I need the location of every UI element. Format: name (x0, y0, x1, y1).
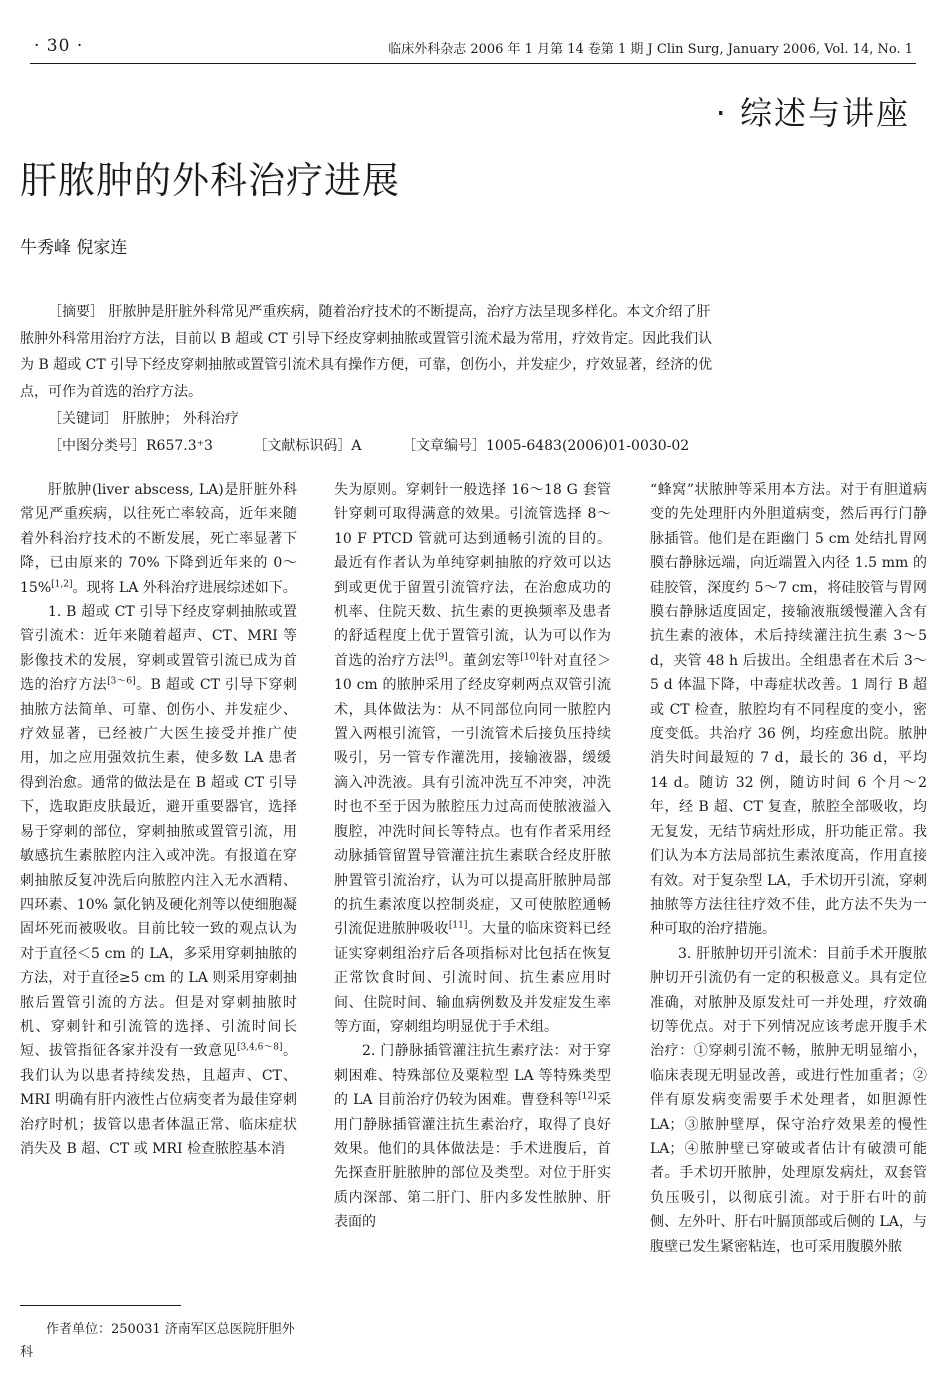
text-column-2 (334, 478, 611, 1235)
section-2-text: 2. 门静脉插管灌注抗生素疗法：对于穿刺困难、特殊部位及粟粒型 LA 等特殊类型的 LA 目前治疗仍较为困难。曹登科等 (334, 1043, 611, 1109)
footnote-rule (20, 1305, 181, 1306)
col2-text: 失为原则。穿刺针一般选择 16～18 G 套管针穿刺可取得满意的效果。引流管选择 8～10 F PTCD 管就可达到通畅引流的目的。最近有作者认为单纯穿刺抽脓的疗效可以达到或更优于留置引流管疗法，在治愈成功的机率、住院天数、抗生素的更换频率及患者的舒适程度上优于置管引流，认为可以作为首选的治疗方法 (334, 482, 611, 669)
text-column-3 (650, 478, 927, 1259)
section-1-text-3: 。我们认为以患者持续发热，且超声、CT、MRI 明确有肝内液性占位病变者为最佳穿刺治疗时机；拔管以患者体温正常、临床症状消失及 B 超、CT 或 MRI 检查脓腔基本消 (20, 1043, 297, 1157)
article-id-value: 1005-6483(2006)01-0030-02 (485, 438, 690, 454)
paragraph-continued-3: “蜂窝”状脓肿等采用本方法。对于有胆道病变的先处理肝内外胆道病变，然后再行门静脉插管。他们是在距幽门 5 cm 处结扎胃网膜右静脉远端，向近端置入内径 1.5 mm 的硅胶管，深度约 5～7 cm，将硅胶管与胃网膜右静脉适度固定，接输液瓶缓慢灌入含有抗生素的液体，术后持续灌注抗生素 3～5 d，夹管 48 h 后拔出。全组患者在术后 3～5 d 体温下降，中毒症状改善。1 周行 B 超或 CT 检查，脓腔均有不同程度的变小，密度变低。共治疗 36 例，均痊愈出院。脓肿消失时间最短的 7 d，最长的 36 d，平均 14 d。随访 32 例，随访时间 6 个月～2 年，经 B 超、CT 复查，脓腔全部吸收，均无复发，无结节病灶形成，肝功能正常。我们认为本方法局部抗生素浓度高，作用直接有效。对于复杂型 LA，手术切开引流，穿刺抽脓等方法往往疗效不佳，此方法不失为一种可取的治疗措施。 (650, 482, 927, 938)
keywords-text: 肝脓肿； 外科治疗 (122, 411, 239, 427)
section-1-text-2: 。B 超或 CT 引导下穿刺抽脓方法简单、可靠、创伤小、并发症少、疗效显著，已经被广大医生接受并推广使用，加之应用强效抗生素，使多数 LA 患者得到治愈。通常的做法是在 B 超或 CT 引导下，选取距皮肤最近，避开重要器官，选择易于穿刺的部位，穿刺抽脓或置管引流，用敏感抗生素脓腔内注入或冲洗。有报道在穿刺抽脓反复冲洗后向脓腔内注入无水酒精、四环素、10% 氯化钠及硬化剂等以使细胞凝固坏死而被吸收。目前比较一致的观点认为对于直径＜5 cm 的 LA，多采用穿刺抽脓的方法，对于直径≥5 cm 的 LA 则采用穿刺抽脓后置管引流的方法。但是对穿刺抽脓时机、穿刺针和引流管的选择、引流时间长短、拔管指征各家并没有一致意见 (20, 677, 297, 1060)
footnote-text: 作者单位：250031 济南军区总医院肝胆外科 (20, 1322, 295, 1360)
section-1-text: 1. B 超或 CT 引导下经皮穿刺抽脓或置管引流术：近年来随着超声、CT、MRI 等影像技术的发展，穿刺或置管引流已成为首选的治疗方法 (20, 604, 297, 694)
article-authors: 牛秀峰 倪家连 (20, 238, 128, 258)
clc-value: R657.3⁺3 (146, 438, 213, 454)
clc-label: ［中图分类号］ (48, 438, 146, 454)
paragraph-section-2 (334, 1039, 611, 1234)
intro-text: 肝脓肿(liver abscess, LA)是肝脏外科常见严重疾病，以往死亡率较高，近年来随着外科治疗技术的不断发展，死亡率显著下降，已由原来的 70% 下降到近年来的 0～15% (20, 482, 297, 596)
keywords (20, 406, 720, 433)
doc-code-label: ［文献标识码］ (253, 438, 352, 454)
section-2-text-2: 采用门静脉插管灌注抗生素治疗，取得了良好效果。他们的具体做法是：手术进腹后，首先探查肝脏脓肿的部位及类型。对位于肝实质内深部、第二肝门、肝内多发性脓肿、肝表面的 (334, 1092, 612, 1231)
col2-text-4: 。大量的临床资料已经证实穿刺组治疗后各项指标对比包括在恢复正常饮食时间、引流时间、抗生素应用时间、住院时间、输血病例数及并发症发生率等方面，穿刺组均明显优于手术组。 (334, 921, 612, 1035)
page-number: · 30 · (34, 36, 84, 56)
col2-text-2: 。董剑宏等 (447, 652, 521, 669)
header-rule (30, 63, 916, 64)
section-label: · 综述与讲座 (715, 94, 910, 132)
paragraph-section-3: 3. 肝脓肿切开引流术：目前手术开腹脓肿切开引流仍有一定的积极意义。具有定位准确，对脓肿及原发灶可一并处理，疗效确切等优点。对于下列情况应该考虑开腹手术治疗：①穿刺引流不畅，脓肿无明显缩小，临床表现无明显改善，或进行性加重者；②伴有原发病变需要手术处理者，如胆源性 LA；③脓肿壁厚，保守治疗效果差的慢性 LA；④脓肿壁已穿破或者估计有破溃可能者。手术切开脓肿，处理原发病灶，双套管负压吸引，以彻底引流。对于肝右叶的前侧、左外叶、肝右叶膈顶部或后侧的 LA，与腹壁已发生紧密粘连，也可采用腹膜外脓 (650, 945, 927, 1255)
abstract-text: 肝脓肿是肝脏外科常见严重疾病，随着治疗技术的不断提高，治疗方法呈现多样化。本文介绍了肝脓肿外科常用治疗方法，目前以 B 超或 CT 引导下经皮穿刺抽脓或置管引流术最为常用，疗效肯定。因此我们认为 B 超或 CT 引导下经皮穿刺抽脓或置管引流术具有操作方便，可靠，创伤小，并发症少，疗效显著，经济的优点，可作为首选的治疗方法。 (20, 304, 713, 400)
paragraph-continued (334, 478, 611, 1039)
doc-code-value: A (351, 438, 362, 454)
article-title: 肝脓肿的外科治疗进展 (20, 159, 400, 202)
classification-line (20, 433, 720, 460)
citation: [9] (435, 652, 448, 663)
col2-text-3: 针对直径＞10 cm 的脓肿采用了经皮穿刺两点双管引流术，具体做法为：从不同部位向同一脓腔内置入两根引流管，一引流管术后接负压持续吸引，另一管专作灌洗用，接输液器，缓缓滴入冲洗液。具有引流冲洗互不冲突，冲洗时也不至于因为脓腔压力过高而使脓液溢入腹腔，冲洗时间长等特点。也有作者采用经动脉插管留置导管灌注抗生素联合经皮肝脓肿置管引流治疗，认为可以提高肝脓肿局部的抗生素浓度以控制炎症，又可使脓腔通畅引流促进脓肿吸收 (334, 652, 612, 938)
citation: [11] (448, 920, 468, 931)
keywords-label: ［关键词］ (48, 411, 118, 427)
author-affiliation-footnote (20, 1318, 297, 1364)
intro-text-end: 。现将 LA 外科治疗进展综述如下。 (72, 579, 297, 596)
article-id-label: ［文章编号］ (401, 438, 486, 454)
citation: [3～6] (107, 676, 136, 687)
paragraph-intro (20, 478, 297, 600)
text-column-1 (20, 478, 297, 1161)
citation: [10] (520, 652, 539, 663)
citation: [3,4,6～8] (236, 1042, 283, 1053)
journal-citation: 临床外科杂志 2006 年 1 月第 14 卷第 1 期 J Clin Surg, January 2006, Vol. 14, No. 1 (388, 42, 913, 57)
abstract (20, 299, 720, 405)
citation: [1,2] (51, 578, 73, 589)
paragraph-section-1 (20, 600, 297, 1161)
citation: [12] (578, 1091, 597, 1102)
abstract-label: ［摘要］ (48, 304, 104, 320)
